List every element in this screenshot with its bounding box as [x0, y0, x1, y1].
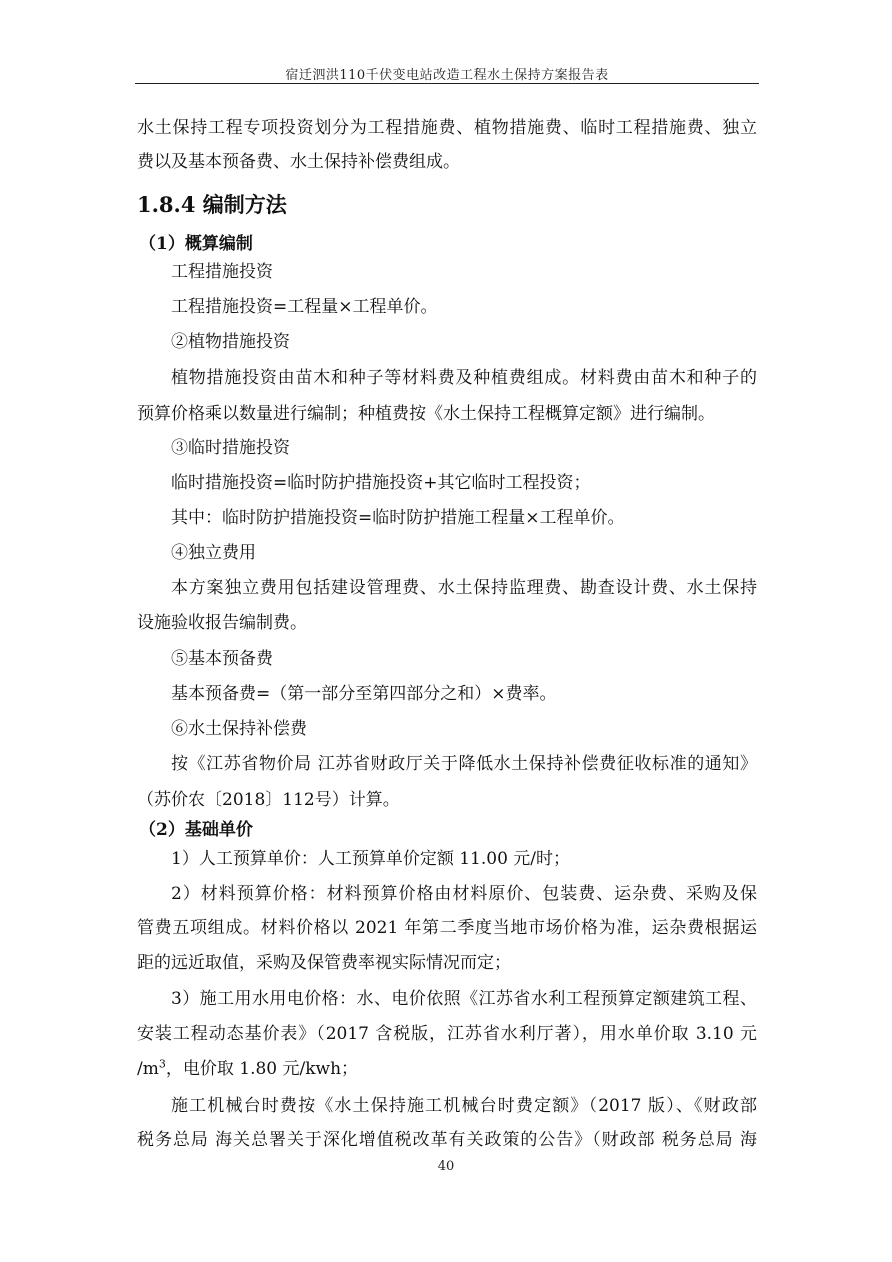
- paragraph-line: 距的远近取值，采购及保管费率视实际情况而定；: [137, 953, 511, 973]
- subsection-heading: （1）概算编制: [139, 234, 253, 254]
- paragraph-line: 设施验收报告编制费。: [137, 613, 307, 633]
- paragraph-line: 安装工程动态基价表》（2017 含税版，江苏省水利厅著），用水单价取 3.10 元: [137, 1024, 757, 1044]
- section-heading: 1.8.4 编制方法: [137, 192, 287, 217]
- paragraph-line: 本方案独立费用包括建设管理费、水土保持监理费、勘查设计费、水土保持: [171, 578, 757, 598]
- paragraph-line: 预算价格乘以数量进行编制；种植费按《水土保持工程概算定额》进行编制。: [137, 404, 715, 424]
- paragraph-line: 施工机械台时费按《水土保持施工机械台时费定额》（2017 版）、《财政部: [171, 1096, 757, 1116]
- paragraph-text: ，电价取 1.80 元/kwh；: [165, 1059, 359, 1079]
- paragraph-line: 其中：临时防护措施投资=临时防护措施工程量×工程单价。: [171, 508, 625, 528]
- list-item-title: ⑥水土保持补偿费: [171, 719, 307, 739]
- paragraph-line: 3）施工用水用电价格：水、电价依照《江苏省水利工程预算定额建筑工程、: [171, 989, 757, 1009]
- paragraph-line: 植物措施投资由苗木和种子等材料费及种植费组成。材料费由苗木和种子的: [171, 368, 757, 388]
- paragraph-line: 1）人工预算单价：人工预算单价定额 11.00 元/时；: [171, 849, 571, 869]
- paragraph-line: 2）材料预算价格：材料预算价格由材料原价、包装费、运杂费、采购及保: [171, 884, 757, 904]
- list-item-title: ③临时措施投资: [171, 438, 290, 458]
- subsection-heading: （2）基础单价: [139, 820, 253, 840]
- paragraph-line: 水土保持工程专项投资划分为工程措施费、植物措施费、临时工程措施费、独立: [137, 118, 757, 138]
- unit-text: /m: [137, 1059, 159, 1079]
- paragraph-line: 按《江苏省物价局 江苏省财政厅关于降低水土保持补偿费征收标准的通知》: [171, 754, 757, 774]
- paragraph-line: 费以及基本预备费、水土保持补偿费组成。: [137, 152, 460, 172]
- page-number: 40: [437, 1159, 455, 1174]
- paragraph-line: 税务总局 海关总署关于深化增值税改革有关政策的公告》（财政部 税务总局 海: [137, 1130, 757, 1150]
- list-item-title: ⑤基本预备费: [171, 649, 273, 669]
- header-rule: [135, 83, 759, 84]
- list-item-title: ②植物措施投资: [171, 332, 290, 352]
- paragraph-line: （苏价农〔2018〕112号）计算。: [137, 790, 400, 810]
- list-item-title: 工程措施投资: [171, 262, 273, 282]
- paragraph-line: 临时措施投资=临时防护措施投资+其它临时工程投资；: [171, 473, 591, 493]
- paragraph-line: 管费五项组成。材料价格以 2021 年第二季度当地市场价格为准，运杂费根据运: [137, 918, 757, 938]
- list-item-title: ④独立费用: [171, 543, 256, 563]
- paragraph-line: 工程措施投资=工程量×工程单价。: [171, 297, 438, 317]
- running-header: 宿迁泗洪110千伏变电站改造工程水土保持方案报告表: [285, 68, 609, 83]
- paragraph-line: [137, 1059, 757, 1079]
- unit-superscript: 3: [158, 1057, 166, 1071]
- paragraph-line: 基本预备费=（第一部分至第四部分之和）×费率。: [171, 684, 557, 704]
